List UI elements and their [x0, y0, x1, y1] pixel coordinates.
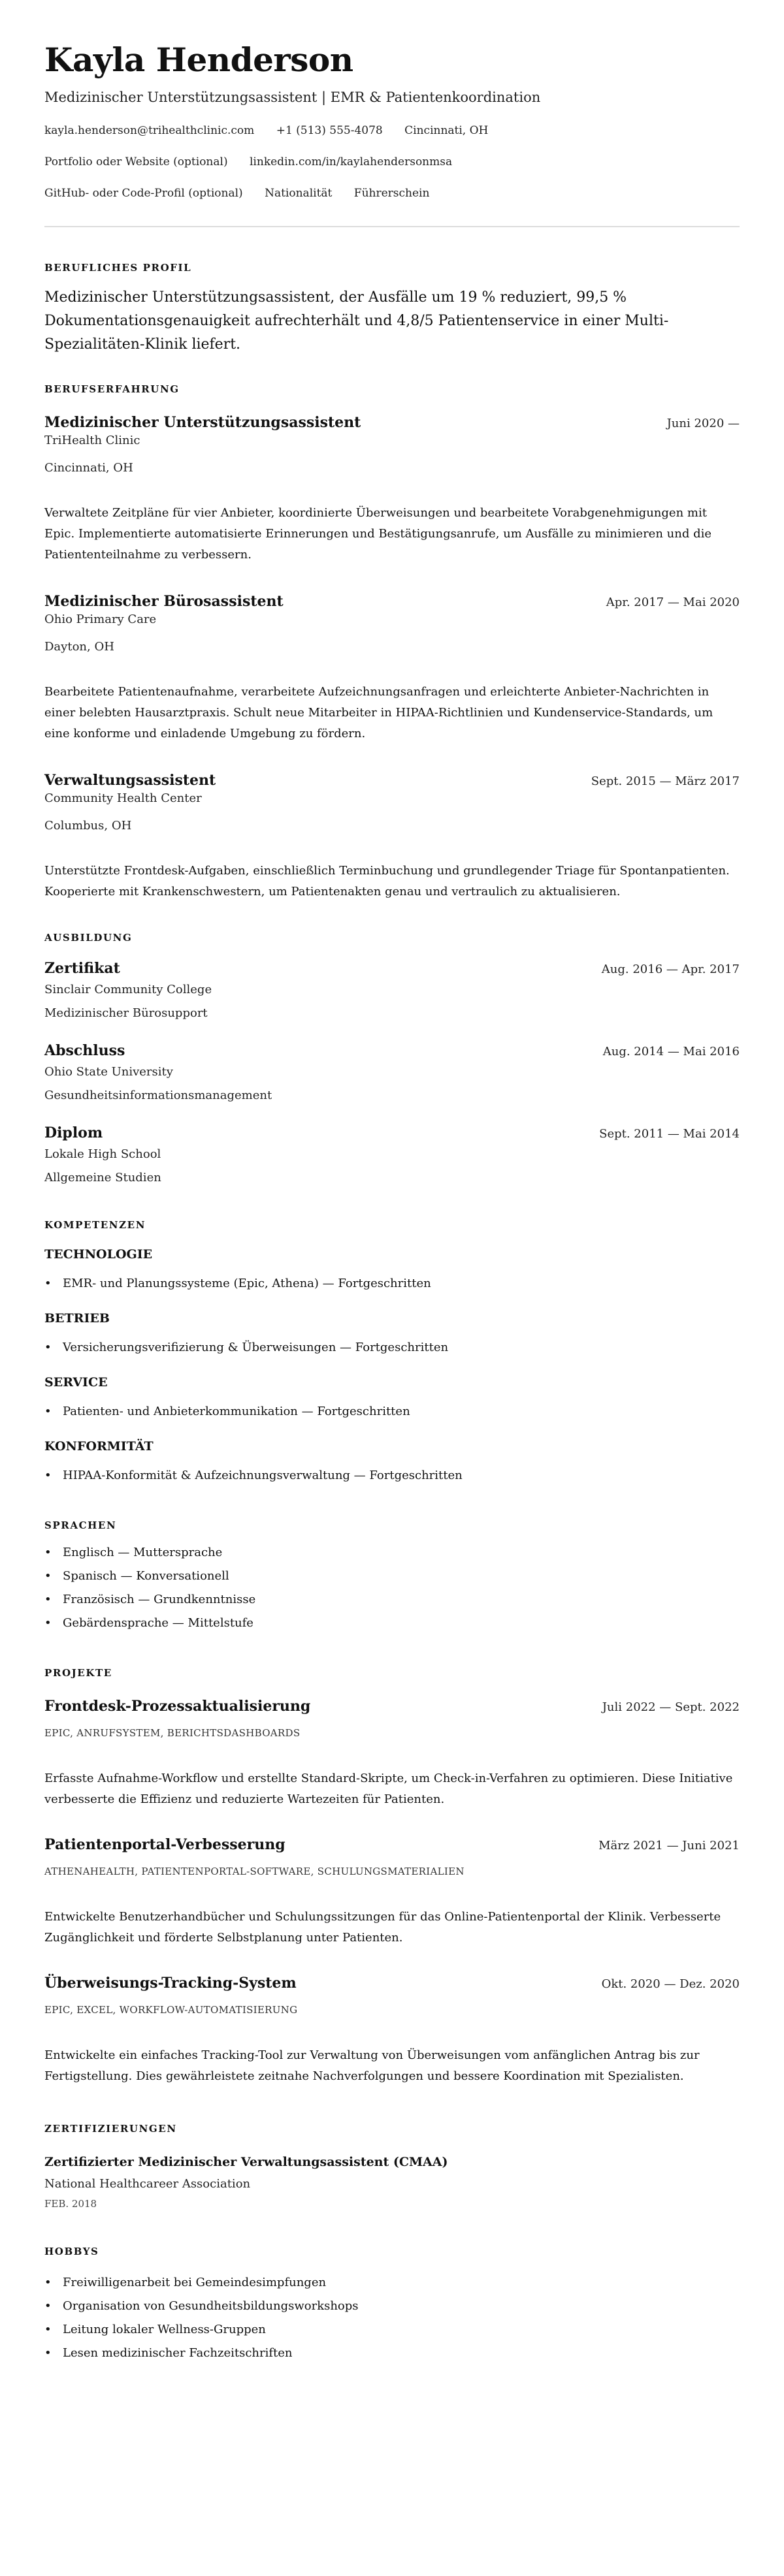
job-entry [44, 413, 740, 565]
job-entry [44, 771, 740, 902]
experience-section [44, 383, 740, 902]
skill-category-title: SERVICE [44, 1375, 108, 1390]
skill-list [44, 1464, 740, 1487]
entry-title: Medizinischer Bürosassistent [44, 593, 284, 610]
hobby-item: • Lesen medizinischer Fachzeitschriften [44, 2342, 740, 2365]
degree-title: Zertifikat [44, 960, 120, 977]
job-location: Dayton, OH [44, 640, 114, 654]
section-heading: KOMPETENZEN [44, 1219, 146, 1231]
job-entry [44, 592, 740, 744]
degree-title: Abschluss [44, 1042, 125, 1059]
school-name: Lokale High School [44, 1147, 161, 1161]
entry-date: Aug. 2016 — Apr. 2017 [601, 962, 740, 976]
profile-section [44, 261, 740, 357]
company-name: Ohio Primary Care [44, 612, 157, 626]
job-location: Cincinnati, OH [44, 461, 133, 475]
entry-title: Verwaltungsassistent [44, 772, 216, 789]
education-section [44, 931, 740, 1190]
section-heading: BERUFLICHES PROFIL [44, 262, 192, 274]
project-entry [44, 1696, 740, 1810]
certification-title: Zertifizierter Medizinischer Verwaltungsassistent (CMAA) [44, 2155, 448, 2169]
skill-list [44, 1400, 740, 1423]
section-heading: PROJEKTE [44, 1667, 112, 1679]
entry-header [44, 1696, 740, 1716]
language-item: • Gebärdensprache — Mittelstufe [44, 1612, 740, 1635]
skill-item: • EMR- und Planungssysteme (Epic, Athena) — Fortgeschritten [44, 1272, 740, 1296]
skill-list [44, 1336, 740, 1360]
nationality-text: Nationalität [265, 187, 333, 200]
company-name: TriHealth Clinic [44, 434, 140, 447]
entry-header [44, 959, 740, 978]
entry-date: Aug. 2014 — Mai 2016 [602, 1045, 740, 1058]
entry-date: Sept. 2015 — März 2017 [591, 774, 740, 788]
hobbies-section [44, 2245, 740, 2365]
job-description: Bearbeitete Patientenaufnahme, verarbeitete Aufzeichnungsanfragen und erleichterte Anbieter-Nachrichten in einer belebten Hausarztpraxis. Schult neue Mitarbeiter in HIPAA-Richtlinien und Kundenservice-Standards, um eine konforme und einladende Umgebung zu fördern. [44, 685, 713, 740]
section-heading: AUSBILDUNG [44, 932, 133, 944]
certification-issuer: National Healthcareer Association [44, 2177, 251, 2191]
resume-header [44, 40, 740, 227]
skill-item: • HIPAA-Konformität & Aufzeichnungsverwaltung — Fortgeschritten [44, 1464, 740, 1487]
language-item: • Französisch — Grundkenntnisse [44, 1588, 740, 1612]
field-of-study: Medizinischer Bürosupport [44, 1006, 208, 1020]
entry-date: Juli 2022 — Sept. 2022 [602, 1700, 740, 1714]
job-description: Unterstützte Frontdesk-Aufgaben, einschließlich Terminbuchung und grundlegender Triage für Spontanpatienten. Kooperierte mit Krankenschwestern, um Patientenakten genau und vertraulich zu aktualisieren. [44, 864, 730, 898]
portfolio-link[interactable]: Portfolio oder Website (optional) [44, 155, 228, 168]
entry-header [44, 413, 740, 432]
project-tags: EPIC, ANRUFSYSTEM, BERICHTSDASHBOARDS [44, 1727, 301, 1739]
entry-header [44, 771, 740, 790]
job-location: Columbus, OH [44, 819, 132, 833]
section-heading: HOBBYS [44, 2246, 99, 2257]
location-text: Cincinnati, OH [404, 124, 489, 137]
skill-category-title: KONFORMITÄT [44, 1439, 154, 1454]
linkedin-link[interactable]: linkedin.com/in/kaylahendersonmsa [250, 155, 453, 168]
entry-header [44, 1123, 740, 1143]
project-entry [44, 1973, 740, 2087]
profile-summary: Medizinischer Unterstützungsassistent, der Ausfälle um 19 % reduziert, 99,5 % Dokumentationsgenauigkeit aufrechterhält und 4,8/5 Patientenservice in einer Multi-Spezialitäten-Klinik liefert. [44, 289, 669, 353]
project-tags: ATHENAHEALTH, PATIENTENPORTAL-SOFTWARE, SCHULUNGSMATERIALIEN [44, 1866, 465, 1877]
skill-list [44, 1272, 740, 1296]
contact-row [44, 123, 740, 138]
education-entry [44, 1041, 740, 1107]
hobby-item: • Freiwilligenarbeit bei Gemeindesimpfungen [44, 2271, 740, 2295]
education-entry [44, 959, 740, 1025]
entry-date: Apr. 2017 — Mai 2020 [606, 596, 740, 609]
education-entry [44, 1123, 740, 1190]
phone-text: +1 (513) 555-4078 [276, 124, 383, 137]
school-name: Sinclair Community College [44, 983, 212, 996]
projects-section [44, 1666, 740, 2087]
job-description: Verwaltete Zeitpläne für vier Anbieter, koordinierte Überweisungen und bearbeitete Vorabgenehmigungen mit Epic. Implementierte automatisierte Erinnerungen und Bestätigungsanrufe, um Ausfälle zu minimieren und die Patiententeilnahme zu verbessern. [44, 506, 712, 562]
project-description: Entwickelte ein einfaches Tracking-Tool zur Verwaltung von Überweisungen vom anfänglichen Antrag bis zur Fertigstellung. Dies gewährleistete zeitnahe Nachverfolgungen und bessere Koordination mit Spezialisten. [44, 2048, 700, 2083]
entry-date: Okt. 2020 — Dez. 2020 [601, 1977, 740, 1991]
language-item: • Spanisch — Konversationell [44, 1565, 740, 1588]
skills-section [44, 1218, 740, 1487]
field-of-study: Allgemeine Studien [44, 1171, 161, 1185]
header-divider [44, 226, 740, 227]
section-heading: SPRACHEN [44, 1519, 117, 1531]
field-of-study: Gesundheitsinformationsmanagement [44, 1089, 272, 1102]
project-description: Entwickelte Benutzerhandbücher und Schulungssitzungen für das Online-Patientenportal der Klinik. Verbesserte Zugänglichkeit und förderte Selbstplanung unter Patienten. [44, 1910, 721, 1945]
hobby-item: • Leitung lokaler Wellness-Gruppen [44, 2318, 740, 2342]
section-heading: ZERTIFIZIERUNGEN [44, 2123, 177, 2135]
skill-category-title: TECHNOLOGIE [44, 1247, 153, 1262]
candidate-headline: Medizinischer Unterstützungsassistent | EMR & Patientenkoordination [44, 89, 541, 105]
entry-title: Überweisungs-Tracking-System [44, 1975, 297, 1992]
skill-category-title: BETRIEB [44, 1311, 110, 1326]
language-item: • Englisch — Muttersprache [44, 1541, 740, 1565]
project-tags: EPIC, EXCEL, WORKFLOW-AUTOMATISIERUNG [44, 2004, 298, 2016]
contact-row [44, 185, 740, 201]
entry-date: Sept. 2011 — Mai 2014 [599, 1127, 740, 1141]
entry-title: Medizinischer Unterstützungsassistent [44, 414, 361, 431]
degree-title: Diplom [44, 1124, 103, 1141]
certifications-section [44, 2122, 740, 2210]
company-name: Community Health Center [44, 791, 202, 805]
entry-date: März 2021 — Juni 2021 [598, 1839, 740, 1852]
entry-title: Patientenportal-Verbesserung [44, 1836, 286, 1853]
email-link[interactable]: kayla.henderson@trihealthclinic.com [44, 124, 255, 137]
entry-title: Frontdesk-Prozessaktualisierung [44, 1698, 311, 1715]
entry-header [44, 1041, 740, 1060]
certification-date: FEB. 2018 [44, 2198, 97, 2210]
candidate-name: Kayla Henderson [44, 40, 353, 79]
github-link[interactable]: GitHub- oder Code-Profil (optional) [44, 187, 243, 200]
project-description: Erfasste Aufnahme-Workflow und erstellte Standard-Skripte, um Check-in-Verfahren zu optimieren. Diese Initiative verbesserte die Effizienz und reduzierte Wartezeiten für Patienten. [44, 1772, 733, 1806]
section-heading: BERUFSERFAHRUNG [44, 383, 180, 395]
entry-header [44, 592, 740, 611]
entry-header [44, 1835, 740, 1854]
skill-item: • Patienten- und Anbieterkommunikation — Fortgeschritten [44, 1400, 740, 1423]
school-name: Ohio State University [44, 1065, 173, 1079]
license-text: Führerschein [353, 187, 430, 200]
certification-entry [44, 2154, 740, 2210]
entry-date: Juni 2020 — [666, 417, 740, 430]
skill-item: • Versicherungsverifizierung & Überweisungen — Fortgeschritten [44, 1336, 740, 1360]
hobby-item: • Organisation von Gesundheitsbildungsworkshops [44, 2295, 740, 2318]
contact-row [44, 154, 740, 170]
project-entry [44, 1835, 740, 1948]
languages-section [44, 1519, 740, 1635]
entry-header [44, 1973, 740, 1993]
